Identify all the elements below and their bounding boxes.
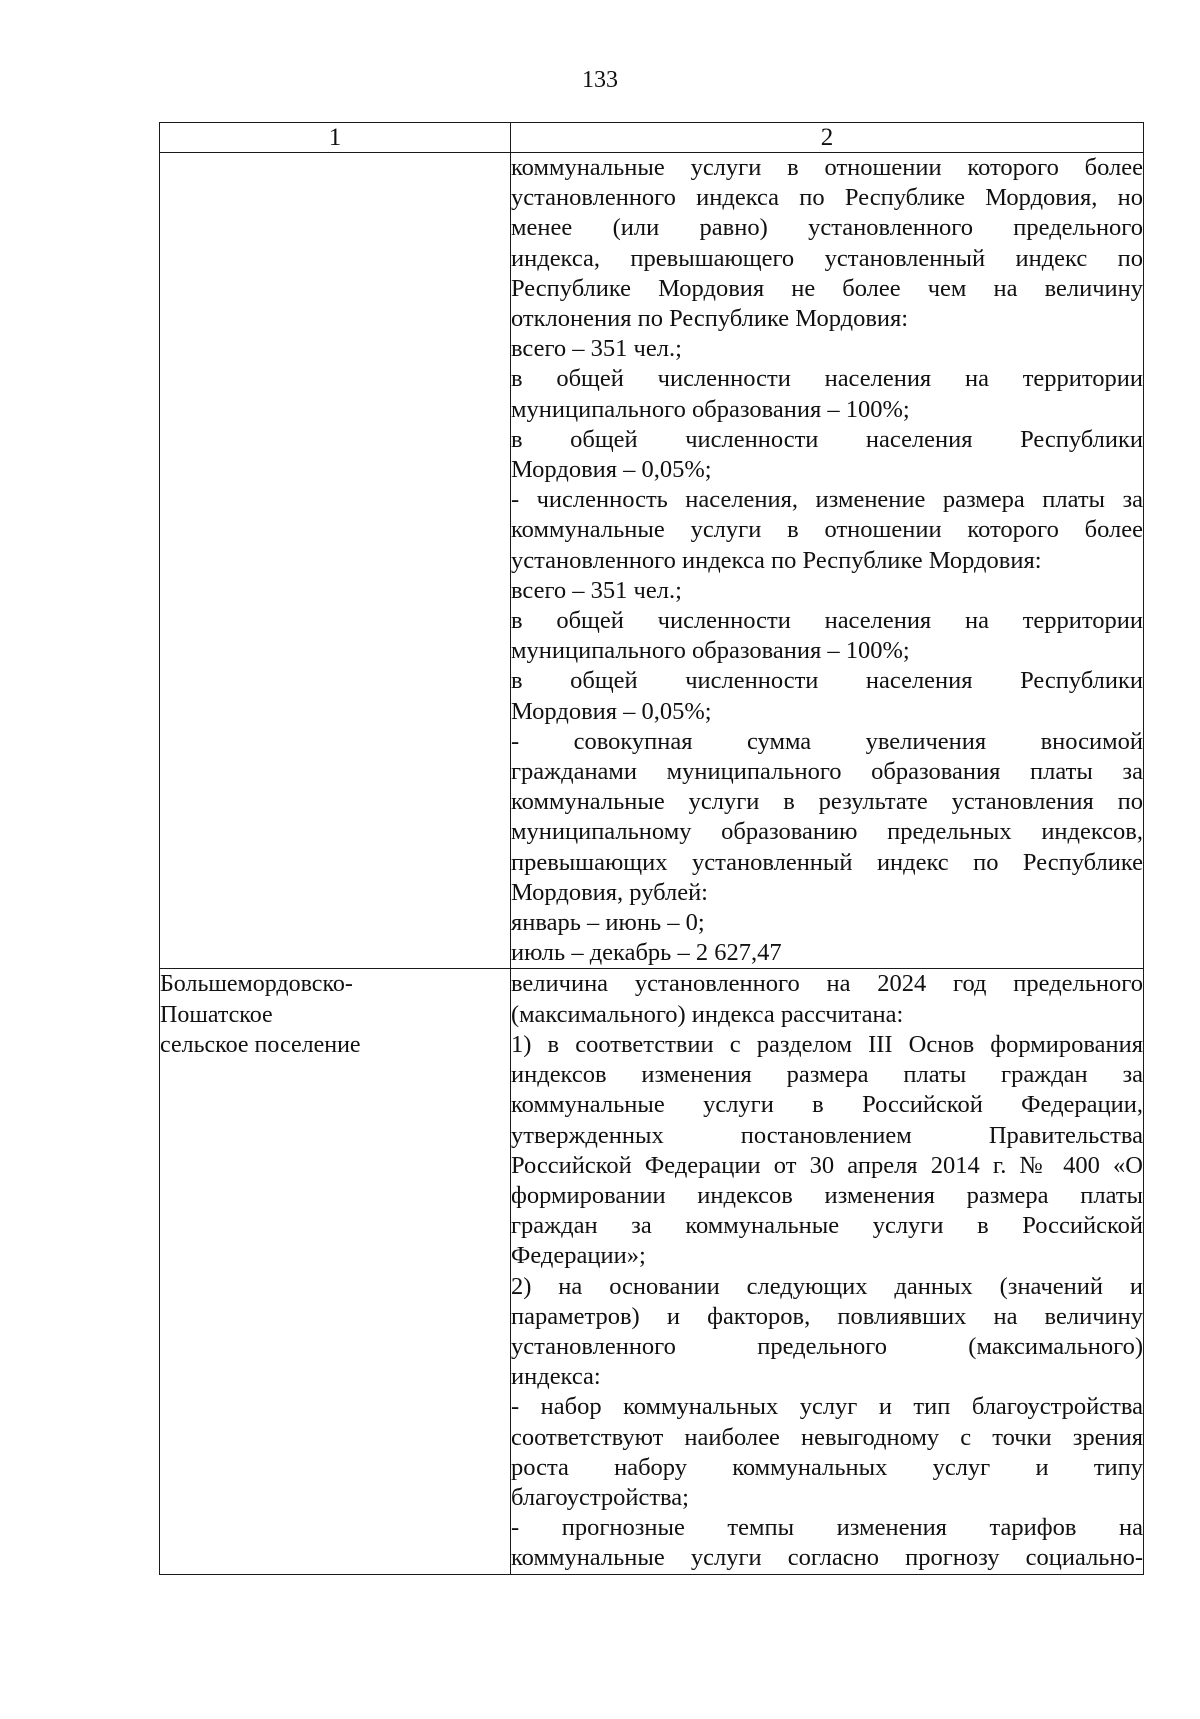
text-line: индекса:: [511, 1363, 601, 1391]
text-line: величина установленного на 2024 год предельного: [511, 970, 1143, 998]
text-line: коммунальные услуги в Российской Федерации,: [511, 1091, 1143, 1119]
row-2-municipality-cell: [160, 969, 511, 1574]
text-line: Российской Федерации от 30 апреля 2014 г. № 400 «О: [511, 1151, 1143, 1179]
text-line: отклонения по Республике Мордовия:: [511, 305, 909, 333]
text-line: Мордовия – 0,05%;: [511, 697, 712, 725]
text-line: граждан за коммунальные услуги в Российской: [511, 1212, 1143, 1240]
text-line: индекса, превышающего установленный индекс по: [511, 244, 1143, 272]
text-line: установленного индекса по Республике Мордовия, но: [511, 184, 1143, 212]
text-line: муниципального образования – 100%;: [511, 395, 910, 423]
text-line: - совокупная сумма увеличения вносимой: [511, 727, 1143, 755]
text-line: Пошатское: [160, 1001, 273, 1028]
text-line: муниципального образования – 100%;: [511, 637, 910, 665]
text-line: параметров) и факторов, повлиявших на величину: [511, 1302, 1143, 1330]
text-line: Мордовия – 0,05%;: [511, 456, 712, 484]
text-line: роста набору коммунальных услуг и типу: [511, 1453, 1143, 1481]
text-line: Федерации»;: [511, 1242, 646, 1270]
text-line: коммунальные услуги в отношении которого более: [511, 516, 1143, 544]
document-table: [159, 122, 1144, 1575]
text-line: формировании индексов изменения размера платы: [511, 1181, 1143, 1209]
text-line: благоустройства;: [511, 1483, 689, 1511]
page-number: 133: [582, 67, 618, 93]
text-line: коммунальные услуги в результате установления по: [511, 788, 1143, 816]
text-line: июль – декабрь – 2 627,47: [511, 939, 782, 967]
text-line: соответствуют наиболее невыгодному с точки зрения: [511, 1423, 1143, 1451]
table-row: [160, 153, 1144, 969]
text-line: установленного предельного (максимального): [511, 1332, 1143, 1360]
text-line: в общей численности населения Республики: [511, 667, 1143, 695]
text-line: 1) в соответствии с разделом III Основ формирования: [511, 1030, 1143, 1058]
text-line: - набор коммунальных услуг и тип благоустройства: [511, 1393, 1143, 1421]
text-line: превышающих установленный индекс по Республике: [511, 848, 1143, 876]
text-line: сельское поселение: [160, 1031, 361, 1058]
text-line: Республике Мордовия не более чем на величину: [511, 274, 1143, 302]
column-header-1: 1: [160, 123, 511, 153]
text-line: установленного индекса по Республике Мордовия:: [511, 546, 1042, 574]
text-line: менее (или равно) установленного предельного: [511, 214, 1143, 242]
text-line: Мордовия, рублей:: [511, 878, 708, 906]
text-line: коммунальные услуги согласно прогнозу социально-: [511, 1544, 1143, 1572]
text-line: - прогнозные темпы изменения тарифов на: [511, 1514, 1143, 1542]
text-line: коммунальные услуги в отношении которого более: [511, 154, 1143, 181]
text-line: всего – 351 чел.;: [511, 335, 682, 363]
text-line: в общей численности населения на территории: [511, 607, 1143, 635]
text-line: (максимального) индекса рассчитана:: [511, 1000, 904, 1028]
column-header-2: 2: [511, 123, 1144, 153]
text-line: в общей численности населения на территории: [511, 365, 1143, 393]
text-line: в общей численности населения Республики: [511, 425, 1143, 453]
text-line: муниципальному образованию предельных индексов,: [511, 818, 1143, 846]
text-line: Большемордовско-: [160, 971, 353, 998]
text-line: индексов изменения размера платы граждан за: [511, 1061, 1143, 1089]
table-header-row: [160, 123, 1144, 153]
text-line: 2) на основании следующих данных (значений и: [511, 1272, 1143, 1300]
row-1-description-cell: [511, 153, 1144, 969]
text-line: январь – июнь – 0;: [511, 909, 705, 937]
row-1-municipality-cell: [160, 153, 511, 969]
row-2-description-cell: [511, 969, 1144, 1574]
text-line: утвержденных постановлением Правительства: [511, 1121, 1143, 1149]
text-line: гражданами муниципального образования платы за: [511, 758, 1143, 786]
text-line: всего – 351 чел.;: [511, 576, 682, 604]
table-row: [160, 969, 1144, 1574]
text-line: - численность населения, изменение размера платы за: [511, 486, 1143, 514]
